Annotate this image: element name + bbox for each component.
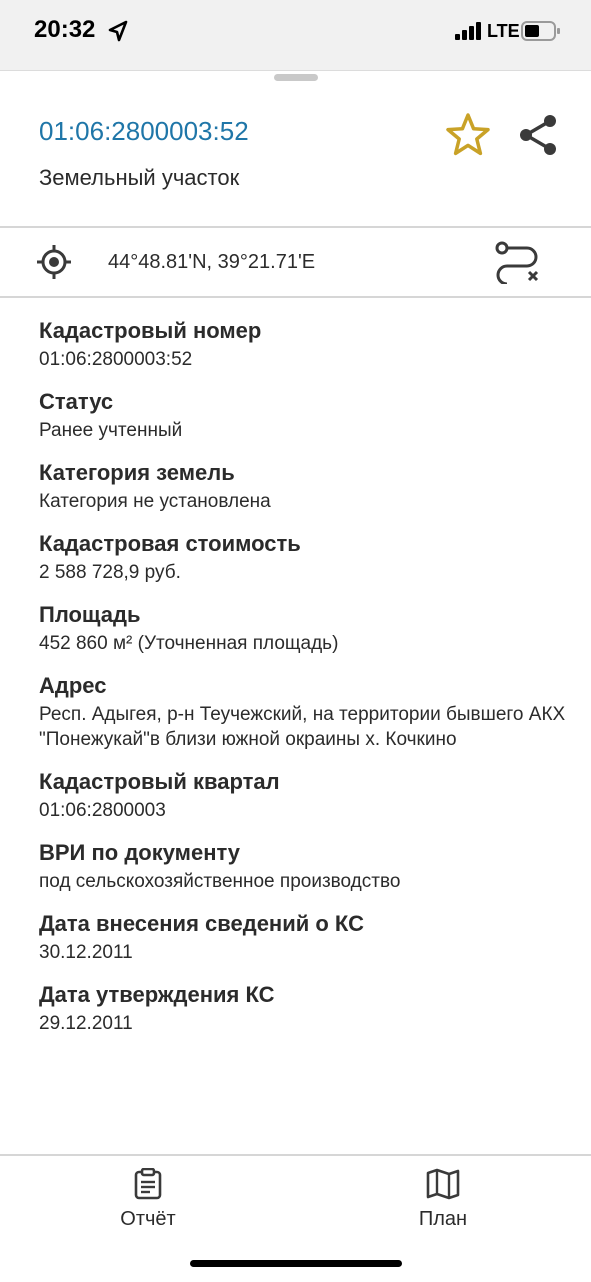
battery-icon <box>521 20 561 42</box>
share-icon[interactable] <box>517 114 559 156</box>
sheet-drag-handle[interactable] <box>274 74 318 81</box>
field-value: Ранее учтенный <box>39 420 183 441</box>
field-cadastral-number <box>39 316 569 372</box>
signal-bars-icon <box>455 22 483 40</box>
field-address <box>39 671 569 752</box>
field-value-entry-date <box>39 909 569 965</box>
coordinates-text[interactable]: 44°48.81'N, 39°21.71'E <box>108 251 316 273</box>
field-label: Кадастровая стоимость <box>39 531 301 556</box>
coordinates-bar <box>0 226 591 298</box>
field-label: Кадастровый квартал <box>39 769 280 794</box>
field-value: 2 588 728,9 руб. <box>39 562 181 583</box>
field-label: Кадастровый номер <box>39 318 262 343</box>
network-label: LTE <box>487 21 520 41</box>
field-value: 30.12.2011 <box>39 942 133 963</box>
field-value: 29.12.2011 <box>39 1013 133 1034</box>
field-cadastral-quarter <box>39 767 569 823</box>
field-value: под сельскохозяйственное производство <box>39 871 401 892</box>
object-details-list <box>39 316 569 1051</box>
tab-label: План <box>418 1208 468 1230</box>
field-label: Адрес <box>39 673 107 698</box>
crosshair-icon[interactable] <box>36 244 72 280</box>
route-icon[interactable] <box>493 240 543 284</box>
field-label: Площадь <box>39 602 141 627</box>
field-status <box>39 387 569 443</box>
field-land-category <box>39 458 569 514</box>
tab-label: Отчёт <box>120 1208 176 1230</box>
clipboard-icon <box>134 1168 162 1200</box>
map-icon <box>426 1168 460 1200</box>
field-label: Статус <box>39 389 114 414</box>
field-value[interactable]: 01:06:2800003 <box>39 800 166 821</box>
plan-tab[interactable] <box>373 1168 513 1231</box>
report-tab[interactable] <box>78 1168 218 1231</box>
cadastral-number-title[interactable]: 01:06:2800003:52 <box>39 116 249 146</box>
star-icon[interactable] <box>445 112 491 158</box>
field-value: 452 860 м² (Уточненная площадь) <box>39 633 339 654</box>
field-area <box>39 600 569 656</box>
field-value: Категория не установлена <box>39 491 271 512</box>
field-label: Категория земель <box>39 460 235 485</box>
field-permitted-use <box>39 838 569 894</box>
field-label: Дата утверждения КС <box>39 982 275 1007</box>
field-value-approval-date <box>39 980 569 1036</box>
field-value[interactable]: 01:06:2800003:52 <box>39 349 193 370</box>
status-bar <box>0 0 591 71</box>
home-indicator[interactable] <box>190 1260 402 1267</box>
field-cadastral-value <box>39 529 569 585</box>
field-label: Дата внесения сведений о КС <box>39 911 364 936</box>
location-arrow-icon <box>108 20 128 42</box>
status-time: 20:32 <box>34 16 96 43</box>
field-value: Респ. Адыгея, р-н Теучежский, на территории бывшего АКХ "Понежукай"в близи южной окраины х. Кочкино <box>39 704 566 750</box>
field-label: ВРИ по документу <box>39 840 241 865</box>
object-type-subtitle: Земельный участок <box>39 165 240 190</box>
